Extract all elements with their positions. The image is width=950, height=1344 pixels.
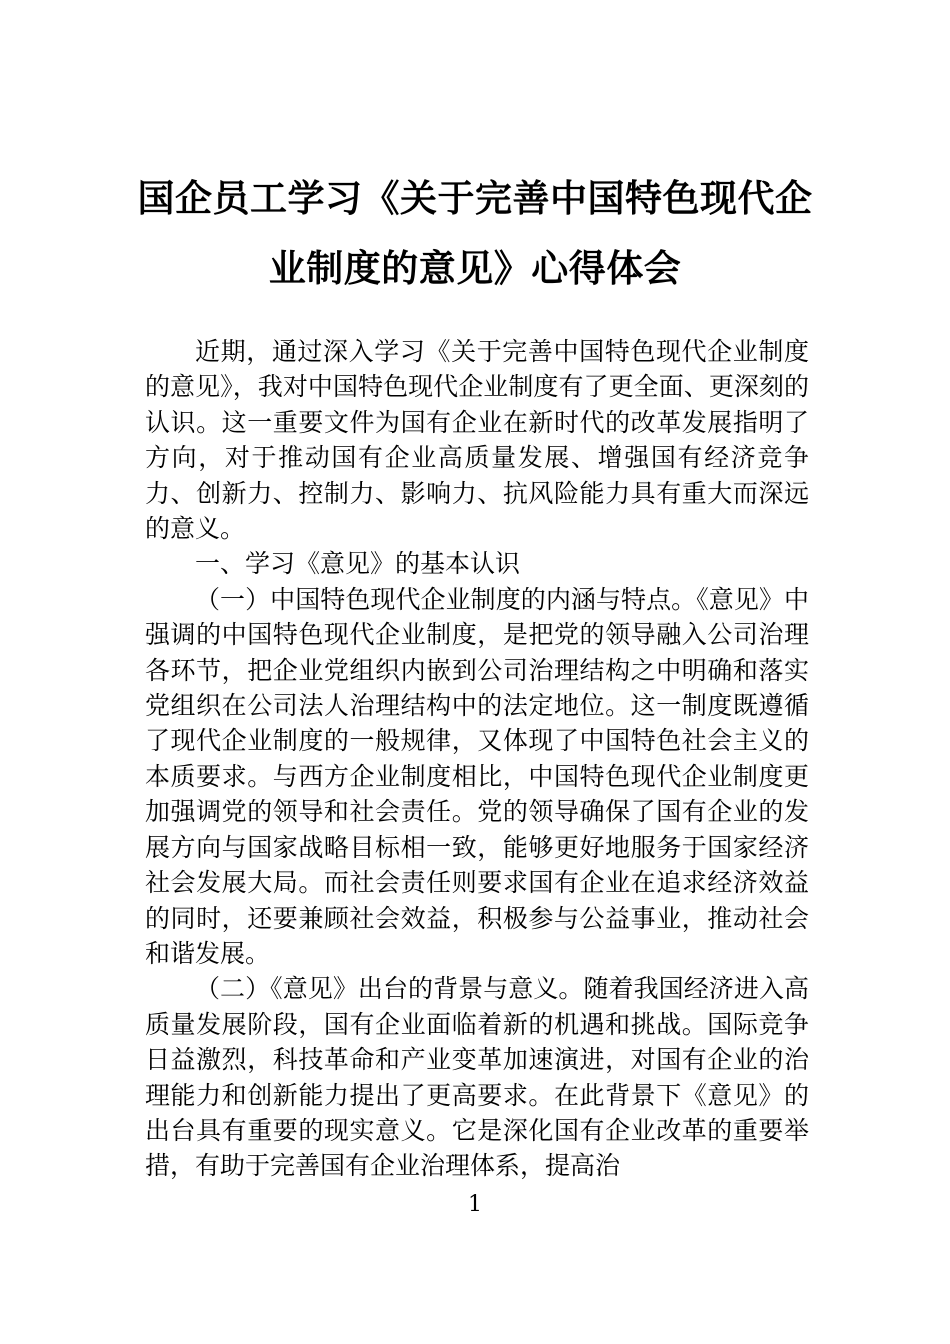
section-heading: 一、学习《意见》的基本认识 <box>195 549 521 579</box>
document-title: 国企员工学习《关于完善中国特色现代企业制度的意见》心得体会 <box>137 177 813 290</box>
body-paragraph: （一）中国特色现代企业制度的内涵与特点。《意见》中强调的中国特色现代企业制度，是把党的领导融入公司治理各环节，把企业党组织内嵌到公司治理结构之中明确和落实党组织在公司法人治理结构中的法定地位。这一制度既遵循了现代企业制度的一般规律，又体现了中国特色社会主义的本质要求。与西方企业制度相比，中国特色现代企业制度更加强调党的领导和社会责任。党的领导确保了国有企业的发展方向与国家战略目标相一致，能够更好地服务于国家经济社会发展大局。而社会责任则要求国有企业在追求经济效益的同时，还要兼顾社会效益，积极参与公益事业，推动社会和谐发展。 <box>145 584 809 968</box>
page-number: 1 <box>468 1192 482 1217</box>
document-body <box>145 334 809 1184</box>
intro-paragraph: 近期，通过深入学习《关于完善中国特色现代企业制度的意见》，我对中国特色现代企业制度有了更全面、更深刻的认识。这一重要文件为国有企业在新时代的改革发展指明了方向，对于推动国有企业高质量发展、增强国有经济竞争力、创新力、控制力、影响力、抗风险能力具有重大而深远的意义。 <box>145 337 809 544</box>
body-paragraph: （二）《意见》出台的背景与意义。随着我国经济进入高质量发展阶段，国有企业面临着新的机遇和挑战。国际竞争日益激烈，科技革命和产业变革加速演进，对国有企业的治理能力和创新能力提出了更高要求。在此背景下《意见》的出台具有重要的现实意义。它是深化国有企业改革的重要举措，有助于完善国有企业治理体系，提高治 <box>145 974 809 1181</box>
